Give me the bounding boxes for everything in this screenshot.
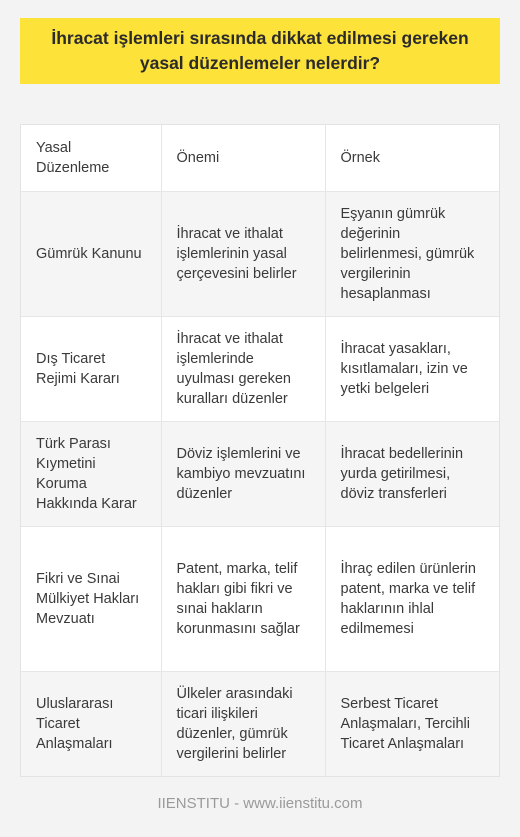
table-row — [21, 421, 499, 526]
table-header-row — [21, 125, 499, 191]
header-importance: Önemi — [161, 125, 325, 191]
table-row — [21, 191, 499, 316]
cell-importance: İhracat ve ithalat işlemlerinde uyulması gereken kuralları düzenler — [161, 316, 325, 421]
cell-importance: Ülkeler arasındaki ticari ilişkileri düzenler, gümrük vergilerini belirler — [161, 671, 325, 776]
header-legal-regulation: Yasal Düzenleme — [21, 125, 161, 191]
page-title: İhracat işlemleri sırasında dikkat edilmesi gereken yasal düzenlemeler nelerdir? — [51, 28, 469, 73]
cell-example: Serbest Ticaret Anlaşmaları, Tercihli Ticaret Anlaşmaları — [325, 671, 499, 776]
title-banner — [20, 18, 500, 84]
cell-example: Eşyanın gümrük değerinin belirlenmesi, gümrük vergilerinin hesaplanması — [325, 191, 499, 316]
cell-importance: Döviz işlemlerini ve kambiyo mevzuatını düzenler — [161, 421, 325, 526]
data-table — [21, 125, 499, 776]
cell-regulation: Fikri ve Sınai Mülkiyet Hakları Mevzuatı — [21, 526, 161, 671]
header-example: Örnek — [325, 125, 499, 191]
cell-example: İhraç edilen ürünlerin patent, marka ve telif haklarının ihlal edilmemesi — [325, 526, 499, 671]
cell-regulation: Türk Parası Kıymetini Koruma Hakkında Karar — [21, 421, 161, 526]
table-row — [21, 316, 499, 421]
cell-importance: Patent, marka, telif hakları gibi fikri ve sınai hakların korunmasını sağlar — [161, 526, 325, 671]
table-row — [21, 671, 499, 776]
cell-regulation: Gümrük Kanunu — [21, 191, 161, 316]
cell-importance: İhracat ve ithalat işlemlerinin yasal çerçevesini belirler — [161, 191, 325, 316]
table-row — [21, 526, 499, 671]
footer-credit: IIENSTITU - www.iienstitu.com — [157, 795, 363, 812]
cell-example: İhracat yasakları, kısıtlamaları, izin ve yetki belgeleri — [325, 316, 499, 421]
cell-example: İhracat bedellerinin yurda getirilmesi, döviz transferleri — [325, 421, 499, 526]
cell-regulation: Dış Ticaret Rejimi Kararı — [21, 316, 161, 421]
regulations-table — [20, 124, 500, 777]
cell-regulation: Uluslararası Ticaret Anlaşmaları — [21, 671, 161, 776]
